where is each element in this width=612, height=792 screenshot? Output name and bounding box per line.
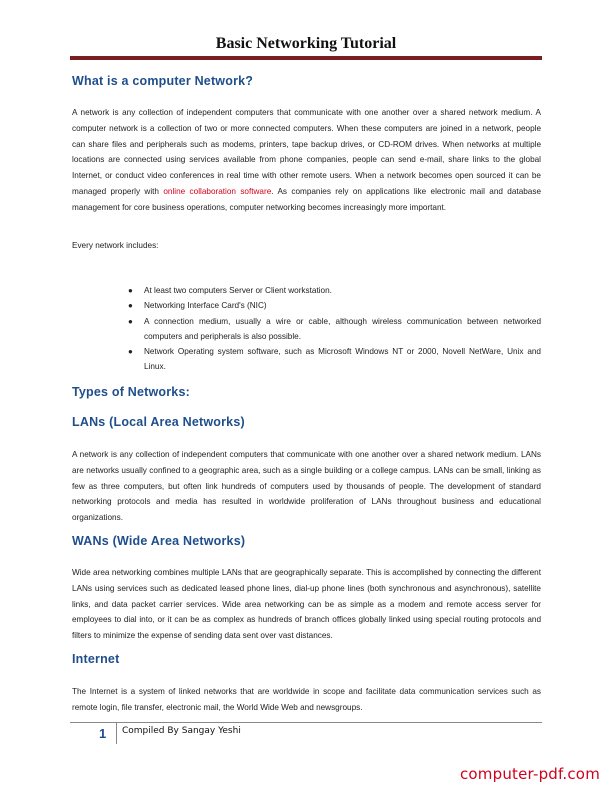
- footer-divider: [70, 722, 542, 723]
- page-number: 1: [99, 726, 107, 741]
- bullet-icon: ●: [128, 286, 133, 295]
- heading-what-is-network: What is a computer Network?: [72, 74, 254, 88]
- heading-wans: WANs (Wide Area Networks): [72, 534, 246, 548]
- bullet-icon: ●: [128, 347, 133, 357]
- paragraph-lans: A network is any collection of independent computers that communicate with one another over a shared network medium. LANs are networks usually confined to a geographic area, such as a single building or a college campus. LANs can be small, linking as few as three computers, but often link hundreds of computers used by thousands of people. The development of standard networking protocols and media has resulted in worldwide proliferation of LANs throughout business and educational organizations.: [72, 450, 541, 523]
- list-item: [128, 314, 541, 345]
- site-watermark: computer-pdf.com: [459, 765, 600, 783]
- list-item-text: A connection medium, usually a wire or cable, although wireless communication between networked computers and peripherals is also possible.: [144, 316, 541, 341]
- title-divider: [70, 56, 542, 60]
- network-includes-list: [128, 283, 541, 375]
- page-title: Basic Networking Tutorial: [215, 35, 397, 52]
- heading-types-of-networks: Types of Networks:: [72, 385, 190, 399]
- bullet-icon: ●: [128, 316, 133, 326]
- paragraph-what-is-network: [72, 105, 541, 216]
- paragraph-wans: Wide area networking combines multiple LANs that are geographically separate. This is accomplished by connecting the different LANs using services such as dedicated leased phone lines, dial-up phone lines (both synchronous and asynchronous), satellite links, and data packet carrier services. Wide area networking can be as simple as a modem and remote access server for employees to dial into, or it can be as complex as hundreds of branch offices globally linked using special routing protocols and filters to minimize the expense of sending data sent over vast distances.: [72, 568, 541, 641]
- heading-internet: Internet: [72, 652, 120, 666]
- online-collaboration-link[interactable]: online collaboration software: [163, 186, 272, 196]
- list-item-text: Network Operating system software, such as Microsoft Windows NT or 2000, Novell NetWare, Unix and Linux.: [144, 347, 541, 372]
- list-item-text: At least two computers Server or Client workstation.: [144, 286, 332, 295]
- list-item: [128, 344, 541, 375]
- paragraph-text-end: . As companies rely on applications like electronic mail and database management for core business operations, computer networking becomes increasingly more important.: [72, 186, 541, 212]
- footer-separator: [116, 722, 117, 744]
- paragraph-text-start: A network is any collection of independent computers that communicate with one another over a shared network medium. A computer network is a collection of two or more connected computers. When these computers are joined in a network, people can share files and peripherals such as modems, printers, tape backup drives, or CD-ROM drives. When networks at multiple locations are connected using services available from phone companies, people can send e-mail, share links to the global Internet, or conduct video conferences in real time with other remote users. When a network becomes open sourced it can be managed properly with: [72, 108, 541, 196]
- list-item: [128, 298, 541, 313]
- list-item: [128, 283, 541, 298]
- network-includes-intro: Every network includes:: [72, 241, 159, 250]
- list-item-text: Networking Interface Card's (NIC): [144, 301, 267, 311]
- paragraph-internet: The Internet is a system of linked networks that are worldwide in scope and facilitate data communication services such as remote login, file transfer, electronic mail, the World Wide Web and newsgroups.: [72, 687, 541, 712]
- compiled-by: Compiled By Sangay Yeshi: [122, 726, 241, 736]
- heading-lans: LANs (Local Area Networks): [72, 415, 245, 429]
- bullet-icon: ●: [128, 301, 133, 311]
